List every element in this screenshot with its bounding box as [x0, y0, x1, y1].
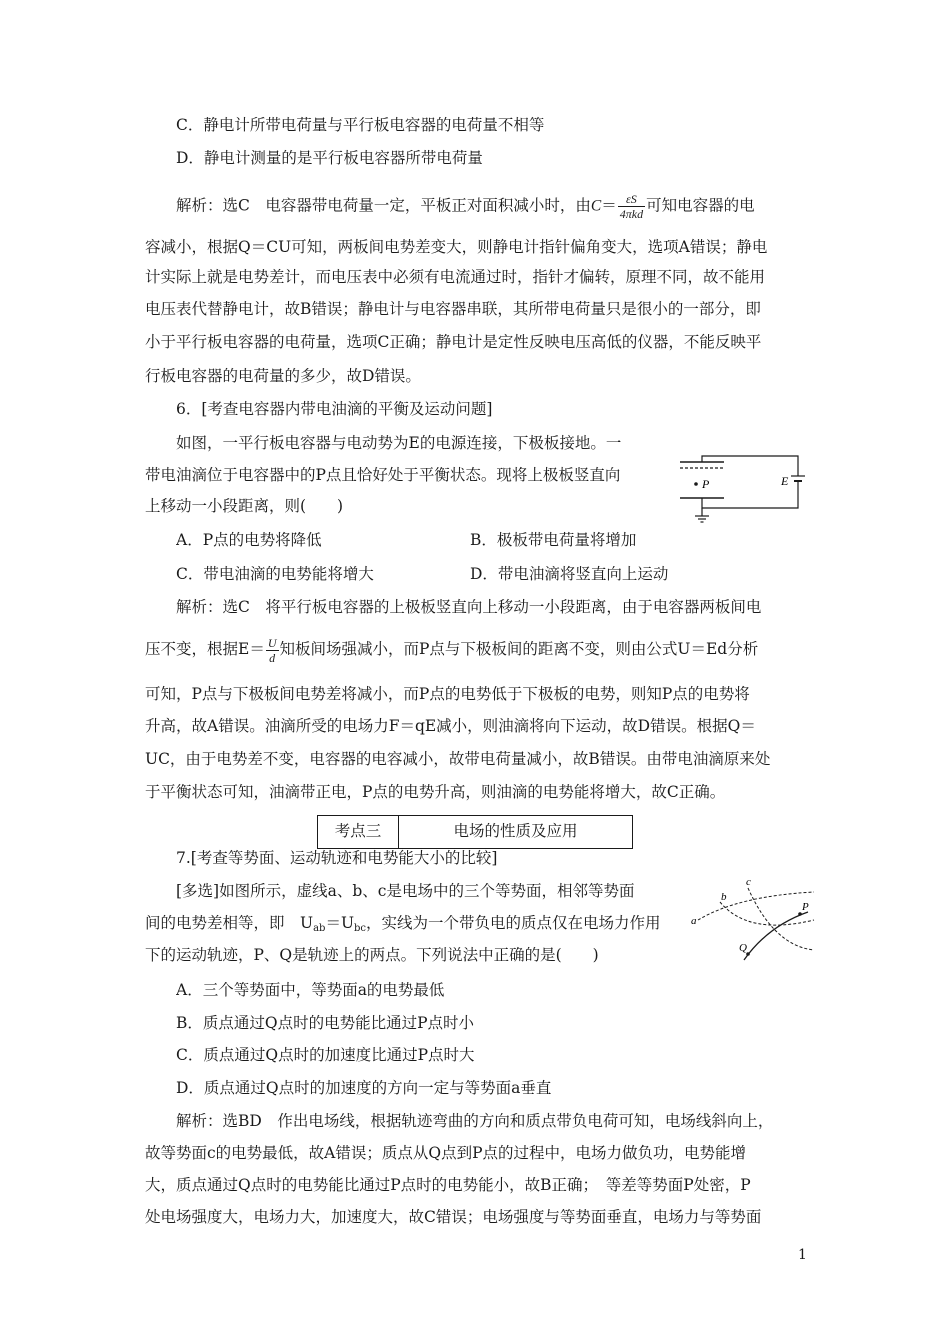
- formula-c: C: [590, 197, 602, 215]
- q5-analysis-line-4: 电压表代替静电计，故B错误；静电计与电容器串联，其所带电荷量只是很小的一部分，即: [145, 300, 761, 318]
- label-e: E: [781, 474, 789, 488]
- q7-stem-text-a: 间的电势差相等，即 U: [145, 914, 314, 932]
- section-title: 电场的性质及应用: [453, 822, 578, 840]
- label-q: Q: [739, 942, 747, 954]
- label-b: b: [721, 891, 727, 903]
- label-a: a: [691, 915, 697, 927]
- oil-drop-point: [694, 482, 698, 486]
- q6-option-a: A．P点的电势将降低: [176, 531, 322, 549]
- q5-analysis-line-3: 计实际上就是电势差计，而电压表中必须有电流通过时，指针才偏转，原理不同，故不能用: [145, 268, 766, 286]
- q7-stem-text-c: ，实线为一个带负电的质点仅在电场力作用: [366, 914, 661, 932]
- q6-analysis-line-1: 解析：选C 将平行板电容器的上极板竖直向上移动一小段距离，由于电容器两板间电: [176, 598, 762, 616]
- formula-numerator: εS: [618, 192, 645, 207]
- formula-denominator: 4πkd: [619, 207, 644, 221]
- top-wire: [702, 456, 798, 476]
- trajectory: [744, 912, 808, 960]
- q5-analysis-line-6: 行板电容器的电荷量的多少，故D错误。: [145, 367, 421, 385]
- e-fraction-denominator: d: [269, 650, 276, 665]
- label-p: P: [802, 901, 809, 913]
- e-fraction: [266, 636, 279, 665]
- q7-analysis-line-1: 解析：选BD 作出电场线，根据轨迹弯曲的方向和质点带负电荷可知，电场线斜向上，: [176, 1112, 774, 1130]
- q7-option-b: B．质点通过Q点时的电势能比通过P点时小: [176, 1014, 475, 1032]
- q5-analysis-line-5: 小于平行板电容器的电荷量，选项C正确；静电计是定性反映电压高低的仪器，不能反映平: [145, 333, 762, 351]
- q7-option-a: A．三个等势面中，等势面a的电势最低: [176, 981, 445, 999]
- q7-analysis-line-4: 处电场强度大，电场力大，加速度大，故C错误；电场强度与等势面垂直，电场力与等势面: [145, 1208, 762, 1226]
- q7-stem-text-b: ＝U: [325, 914, 355, 932]
- section-number: 考点三: [318, 816, 399, 848]
- q6-analysis-line-5: UC，由于电势差不变，电容器的电容减小，故带电荷量减小，故B错误。由带电油滴原来处: [145, 750, 771, 768]
- label-c: c: [746, 876, 751, 888]
- q7-analysis-line-2: 故等势面c的电势最低，故A错误；质点从Q点到P点的过程中，电场力做负功，电势能增: [145, 1144, 747, 1162]
- q5-option-c: C．静电计所带电荷量与平行板电容器的电荷量不相等: [176, 116, 545, 134]
- q7-option-d: D．质点通过Q点时的加速度的方向一定与等势面a垂直: [176, 1079, 552, 1097]
- q7-option-c: C．质点通过Q点时的加速度比通过P点时大: [176, 1046, 475, 1064]
- q5-analysis-text-b: 可知电容器的电: [646, 196, 755, 215]
- q7-analysis-line-3: 大，质点通过Q点时的电势能比通过P点时的电势能小，故B正确； 等差等势面P处密，P: [145, 1176, 751, 1194]
- q5-option-d: D．静电计测量的是平行板电容器所带电荷量: [176, 149, 483, 167]
- q6-analysis-text-a: 压不变，根据E＝: [145, 640, 265, 658]
- equipotential-c: [748, 888, 814, 950]
- q6-stem-line-2: 带电油滴位于电容器中的P点且恰好处于平衡状态。现将上极板竖直向: [145, 466, 621, 484]
- formula-fraction: [618, 192, 645, 221]
- page-number: 1: [798, 1247, 807, 1263]
- equipotential-a: [698, 892, 814, 920]
- q6-analysis-text-b: 知板间场强减小，而P点与下极板间的距离不变，则由公式U＝Ed分析: [279, 640, 759, 658]
- q6-options-row-2: [176, 564, 810, 584]
- q6-options-row-1: [176, 530, 810, 550]
- q6-analysis-line-3: 可知，P点与下极板间电势差将减小，而P点的电势低于下极板的电势，则知P点的电势将: [145, 685, 750, 703]
- q6-title: 6．[考查电容器内带电油滴的平衡及运动问题]: [176, 400, 493, 418]
- section-heading-box: [317, 815, 633, 849]
- q7-title: 7.[考查等势面、运动轨迹和电势能大小的比较]: [176, 849, 498, 867]
- q6-stem-line-1: 如图，一平行板电容器与电动势为E的电源连接，下极板接地。一: [176, 434, 622, 452]
- q7-stem-line-1: [多选]如图所示，虚线a、b、c是电场中的三个等势面，相邻等势面: [176, 882, 635, 900]
- q7-stem-line-2: [145, 913, 680, 933]
- q5-analysis-line-1: 解析：选C 电容器带电荷量一定，平板正对面积减小时，由C＝ $\frac{\varepsilon S}{\text{4πkd}}$ 可知电容器的电: [176, 192, 755, 221]
- q5-analysis-text-a: 解析：选C 电容器带电荷量一定，平板正对面积减小时，由: [176, 196, 591, 215]
- e-fraction-numerator: U: [267, 635, 277, 650]
- q6-option-b: B．极板带电荷量将增加: [470, 531, 637, 549]
- label-p: P: [702, 477, 710, 491]
- q6-option-d: D．带电油滴将竖直向上运动: [470, 565, 669, 583]
- subscript-bc: bc: [354, 923, 367, 933]
- q5-analysis-line-2: 容减小，根据Q＝CU可知，两板间电势差变大，则静电计指针偏角变大，选项A错误；静电: [145, 238, 768, 256]
- q6-analysis-line-2: [145, 633, 810, 665]
- q6-analysis-line-4: 升高，故A错误。油滴所受的电场力F＝qE减小，则油滴将向下运动，故D错误。根据Q＝: [145, 717, 756, 735]
- q6-stem-line-3: 上移动一小段距离，则( ): [145, 497, 344, 515]
- subscript-ab: ab: [313, 923, 326, 933]
- q6-analysis-line-6: 于平衡状态可知，油滴带正电，P点的电势升高，则油滴的电势能将增大，故C正确。: [145, 783, 726, 801]
- equipotential-diagram: [688, 874, 816, 964]
- q7-stem-line-3: 下的运动轨迹，P、Q是轨迹上的两点。下列说法中正确的是( ): [145, 946, 599, 964]
- q6-option-c: C．带电油滴的电势能将增大: [176, 565, 374, 583]
- capacitor-circuit-diagram: [672, 450, 807, 530]
